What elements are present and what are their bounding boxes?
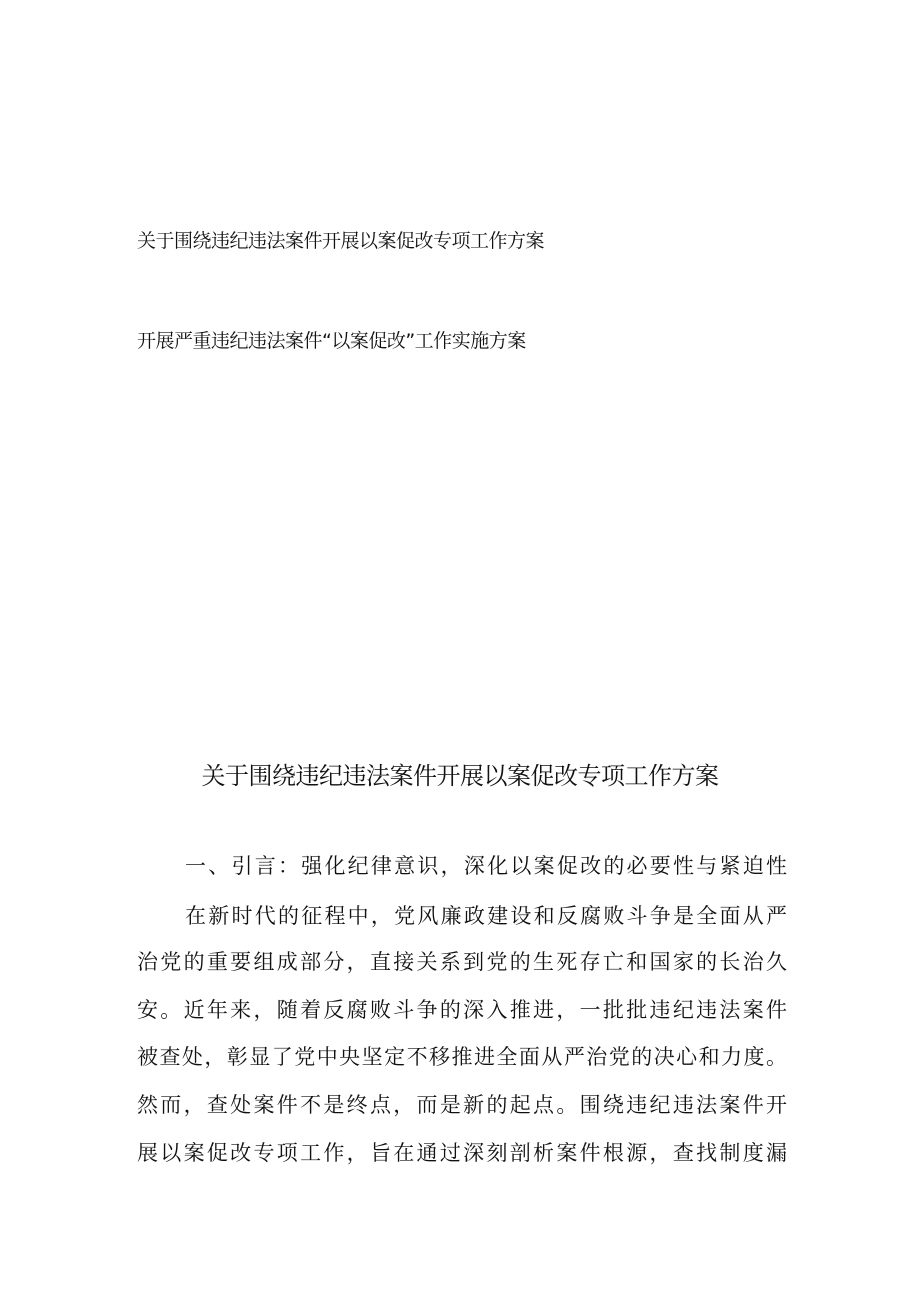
section-heading: 一、引言：强化纪律意识，深化以案促改的必要性与紧迫性 — [185, 854, 787, 878]
paragraph-line: 展以案促改专项工作，旨在通过深刻剖析案件根源，查找制度漏 — [137, 1141, 787, 1165]
document-title: 关于围绕违纪违法案件开展以案促改专项工作方案 — [201, 762, 719, 790]
paragraph-line: 然而，查处案件不是终点，而是新的起点。围绕违纪违法案件开 — [137, 1093, 787, 1117]
toc-item-2: 开展严重违纪违法案件“以案促改”工作实施方案 — [137, 330, 526, 352]
paragraph-line: 被查处，彰显了党中央坚定不移推进全面从严治党的决心和力度。 — [137, 1045, 787, 1069]
toc-item-1: 关于围绕违纪违法案件开展以案促改专项工作方案 — [137, 230, 545, 252]
paragraph-line: 在新时代的征程中，党风廉政建设和反腐败斗争是全面从严 — [185, 904, 787, 928]
paragraph-line: 安。近年来，随着反腐败斗争的深入推进，一批批违纪违法案件 — [137, 998, 787, 1022]
paragraph-line: 治党的重要组成部分，直接关系到党的生死存亡和国家的长治久 — [137, 950, 787, 974]
